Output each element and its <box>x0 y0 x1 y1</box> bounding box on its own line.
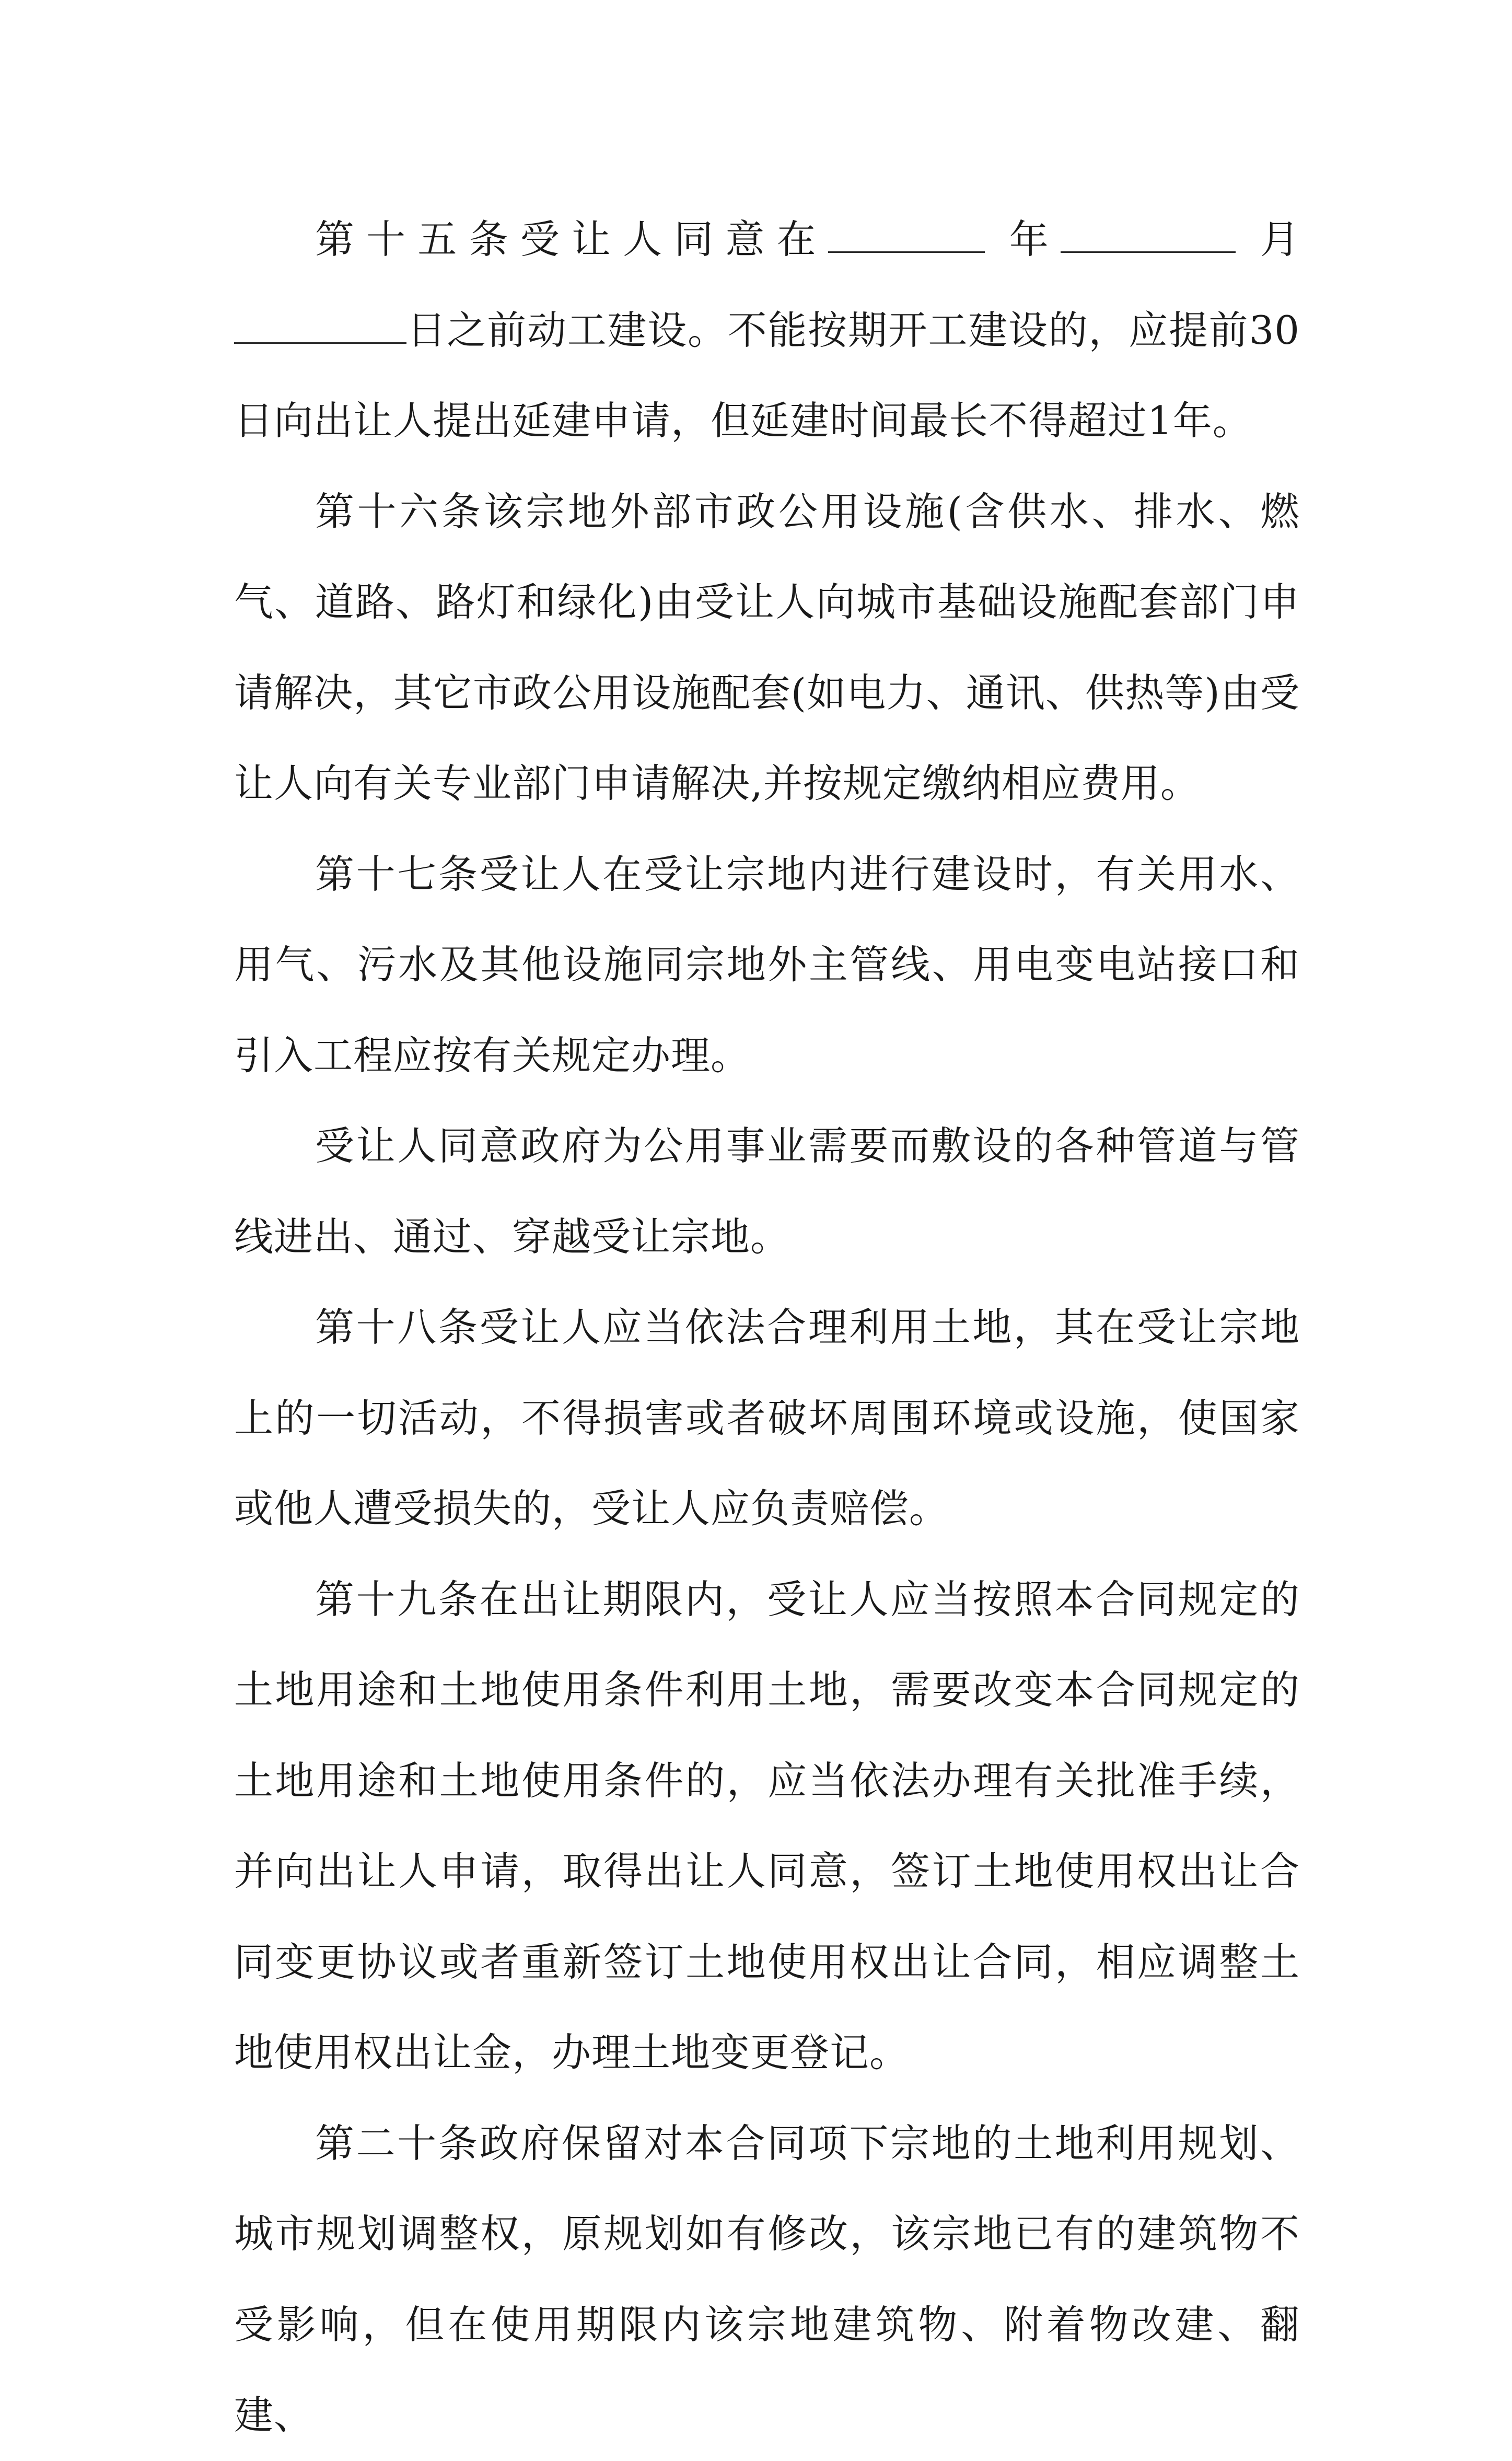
article-18-paragraph: 第十八条受让人应当依法合理利用土地，其在受让宗地上的一切活动，不得损害或者破坏周围环境或设施，使国家或他人遭受损失的，受让人应负责赔偿。 <box>234 1304 1300 1531</box>
year-blank-line <box>828 220 985 253</box>
article-15-text-end: 日之前动工建设。不能按期开工建设的，应提前30日向出让人提出延建申请，但延建时间最长不得超过1年。 <box>234 307 1300 444</box>
article-20-paragraph: 第二十条政府保留对本合同项下宗地的土地利用规划、城市规划调整权，原规划如有修改，该宗地已有的建筑物不受影响，但在使用期限内该宗地建筑物、附着物改建、翻建、 <box>234 2120 1300 2438</box>
article-15-text-start: 第十五条受让人同意在 <box>315 216 828 262</box>
article-19-paragraph: 第十九条在出让期限内，受让人应当按照本合同规定的土地用途和土地使用条件利用土地，需要改变本合同规定的土地用途和土地使用条件的，应当依法办理有关批准手续，并向出让人申请，取得出让人同意，签订土地使用权出让合同变更协议或者重新签订土地使用权出让合同，相应调整土地使用权出让金，办理土地变更登记。 <box>234 1576 1300 2075</box>
year-label: 年 <box>1009 216 1061 262</box>
document-body <box>234 194 1300 2461</box>
article-17-supplement-paragraph: 受让人同意政府为公用事业需要而敷设的各种管道与管线进出、通过、穿越受让宗地。 <box>234 1123 1300 1260</box>
month-label: 月 <box>1260 216 1300 262</box>
month-blank-line <box>1061 220 1236 253</box>
day-blank-line <box>234 311 406 344</box>
article-17-paragraph: 第十七条受让人在受让宗地内进行建设时，有关用水、用气、污水及其他设施同宗地外主管线、用电变电站接口和引入工程应按有关规定办理。 <box>234 851 1300 1078</box>
article-16-paragraph: 第十六条该宗地外部市政公用设施(含供水、排水、燃气、道路、路灯和绿化)由受让人向城市基础设施配套部门申请解决，其它市政公用设施配套(如电力、通讯、供热等)由受让人向有关专业部门申请解决,并按规定缴纳相应费用。 <box>234 488 1300 806</box>
article-15-paragraph <box>234 194 1300 467</box>
